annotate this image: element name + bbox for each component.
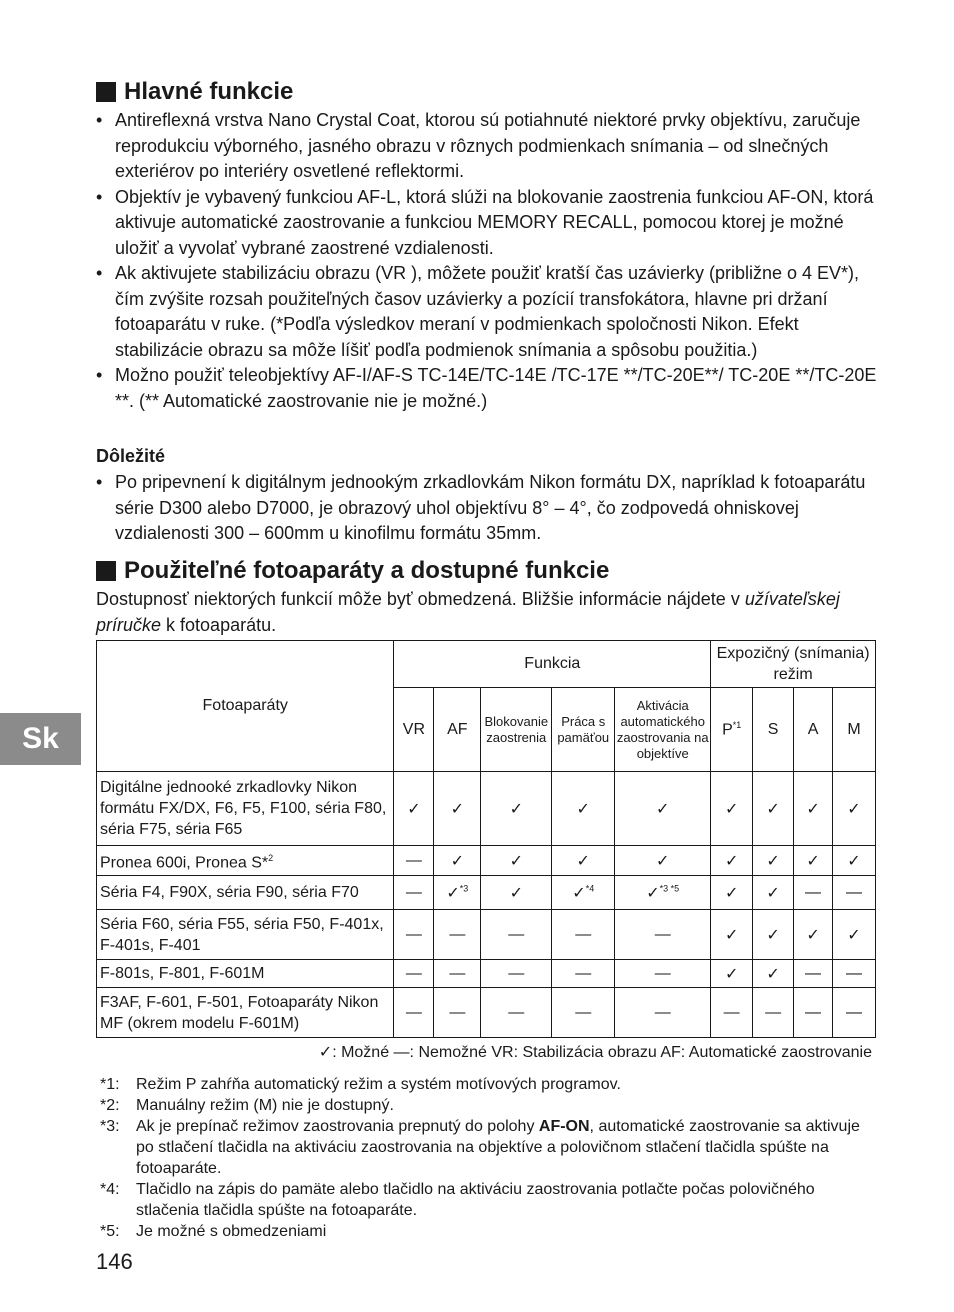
dash-icon: — xyxy=(394,988,434,1038)
important-heading: Dôležité xyxy=(96,446,166,466)
check-icon: ✓ xyxy=(711,772,753,846)
dash-icon: — xyxy=(794,988,833,1038)
dash-icon: — xyxy=(552,988,615,1038)
dash-icon: — xyxy=(552,960,615,988)
main-features-list xyxy=(96,108,886,414)
check-icon: ✓ xyxy=(833,772,876,846)
footnote: *5: Je možné s obmedzeniami xyxy=(100,1223,327,1240)
section-intro: Dostupnosť niektorých funkcií môže byť obmedzená. Bližšie informácie nájdete v užívateľskej príručke k fotoaparátu. xyxy=(96,589,840,635)
check-icon: ✓ xyxy=(794,772,833,846)
check-icon: ✓ xyxy=(753,960,794,988)
dash-icon: — xyxy=(552,910,615,960)
check-icon: ✓ xyxy=(753,876,794,910)
dash-icon: — xyxy=(481,910,552,960)
table-row xyxy=(97,876,876,910)
check-icon: ✓ xyxy=(481,772,552,846)
important-list xyxy=(96,470,886,547)
check-icon: ✓ xyxy=(711,910,753,960)
camera-name-cell: Séria F60, séria F55, séria F50, F-401x, F-401s, F-401 xyxy=(97,910,394,960)
list-item: • Po pripevnení k digitálnym jednookým zrkadlovkám Nikon formátu DX, napríklad k fotoaparátu série D300 alebo D7000, je obrazový uhol objektívu 8° – 4°, čo zodpovedá ohniskovej vzdialenosti 300 – 600mm u kinofilmu formátu 35mm. xyxy=(96,472,866,543)
table-row xyxy=(97,846,876,876)
dash-icon: — xyxy=(615,960,711,988)
list-item: • Objektív je vybavený funkciou AF-L, ktorá slúži na blokovanie zaostrenia funkciou AF-ON, ktorá aktivuje automatické zaostrovanie a funkciou MEMORY RECALL, pomocou ktorej je možné uložiť a vyvolať vybrané zaostrené vzdialenosti. xyxy=(96,186,874,258)
section-title: Použiteľné fotoaparáty a dostupné funkcie xyxy=(124,557,610,584)
table-row xyxy=(97,772,876,846)
check-icon: ✓ xyxy=(615,772,711,846)
dash-icon: — xyxy=(833,960,876,988)
section-title: Hlavné funkcie xyxy=(124,78,294,105)
dash-icon: — xyxy=(394,846,434,876)
col-af: AF xyxy=(434,688,481,772)
dash-icon: — xyxy=(434,910,481,960)
dash-icon: — xyxy=(481,988,552,1038)
col-s: S xyxy=(753,688,794,772)
square-bullet-icon xyxy=(96,82,116,102)
check-icon: ✓ xyxy=(833,846,876,876)
dash-icon: — xyxy=(434,960,481,988)
language-tab: Sk xyxy=(0,713,81,765)
footnotes xyxy=(100,1074,880,1242)
section-heading-compatible-cameras xyxy=(96,557,609,585)
dash-icon: — xyxy=(615,910,711,960)
manual-reference: užívateľskej príručke xyxy=(96,589,840,635)
check-icon: ✓$^{*3}$ xyxy=(434,876,481,910)
section-heading-main-features xyxy=(96,78,293,106)
camera-header: Fotoaparáty xyxy=(97,641,394,772)
square-bullet-icon xyxy=(96,561,116,581)
check-icon: ✓ xyxy=(833,910,876,960)
dash-icon: — xyxy=(481,960,552,988)
dash-icon: — xyxy=(615,988,711,1038)
dash-icon: — xyxy=(394,910,434,960)
check-icon: ✓ xyxy=(794,846,833,876)
check-icon: ✓ xyxy=(794,910,833,960)
dash-icon: — xyxy=(794,960,833,988)
col-p: $P^{*1}$ xyxy=(711,688,753,772)
table-row xyxy=(97,910,876,960)
dash-icon: — xyxy=(394,876,434,910)
check-icon: ✓ xyxy=(434,772,481,846)
col-vr: VR xyxy=(394,688,434,772)
exposure-group-header: Expozičný (snímania) režim xyxy=(711,641,876,688)
table-legend: ✓: Možné —: Nemožné VR: Stabilizácia obrazu AF: Automatické zaostrovanie xyxy=(318,1044,872,1061)
dash-icon: — xyxy=(753,988,794,1038)
check-icon: ✓ xyxy=(753,846,794,876)
check-icon: ✓ xyxy=(434,846,481,876)
compatibility-table xyxy=(96,640,876,1038)
footnote: *2: Manuálny režim (M) nie je dostupný. xyxy=(100,1097,394,1114)
check-icon: ✓ xyxy=(711,876,753,910)
dash-icon: — xyxy=(833,876,876,910)
footnote: *1: Režim P zahŕňa automatický režim a systém motívových programov. xyxy=(100,1076,621,1093)
camera-name-cell: Séria F4, F90X, séria F90, séria F70 xyxy=(97,876,394,910)
check-icon: ✓$^{*3 *5}$ xyxy=(615,876,711,910)
col-memory: Práca s pamäťou xyxy=(552,688,615,772)
check-icon: ✓ xyxy=(481,846,552,876)
list-item: • Antireflexná vrstva Nano Crystal Coat, ktorou sú potiahnuté niektoré prvky objektívu, zaručuje reprodukciu výborného, jasného obrazu v rôznych podmienkach snímania – od slnečných exteriérov po interiéry osvetlené reflektormi. xyxy=(96,110,861,181)
check-icon: ✓ xyxy=(481,876,552,910)
col-focus-lock: Blokovanie zaostrenia xyxy=(481,688,552,772)
function-group-header: Funkcia xyxy=(394,641,711,688)
check-icon: ✓ xyxy=(552,772,615,846)
dash-icon: — xyxy=(794,876,833,910)
table-row xyxy=(97,960,876,988)
check-icon: ✓ xyxy=(394,772,434,846)
check-icon: ✓$^{*4}$ xyxy=(552,876,615,910)
camera-name-cell: Pronea 600i, Pronea S*$^2$ xyxy=(97,846,394,876)
list-item: • Možno použiť teleobjektívy AF-I/AF-S TC-14E/TC-14E /TC-17E **/TC-20E**/ TC-20E **/TC-20E **. (** Automatické zaostrovanie nie je možné.) xyxy=(96,365,877,411)
check-icon: ✓ xyxy=(552,846,615,876)
camera-name-cell: F-801s, F-801, F-601M xyxy=(97,960,394,988)
col-af-on: Aktivácia automatického zaostrovania na objektíve xyxy=(615,688,711,772)
check-icon: ✓ xyxy=(753,910,794,960)
check-icon: ✓ xyxy=(711,960,753,988)
dash-icon: — xyxy=(394,960,434,988)
dash-icon: — xyxy=(434,988,481,1038)
dash-icon: — xyxy=(711,988,753,1038)
footnote: *4: Tlačidlo na zápis do pamäte alebo tlačidlo na aktiváciu zaostrovania potlačte počas polovičného stlačenia tlačidla spúšte na fotoaparáte. xyxy=(100,1181,815,1219)
col-m: M xyxy=(833,688,876,772)
col-a: A xyxy=(794,688,833,772)
camera-name-cell: F3AF, F-601, F-501, Fotoaparáty Nikon MF (okrem modelu F-601M) xyxy=(97,988,394,1038)
dash-icon: — xyxy=(833,988,876,1038)
check-icon: ✓ xyxy=(711,846,753,876)
camera-name-cell: Digitálne jednooké zrkadlovky Nikon formátu FX/DX, F6, F5, F100, séria F80, séria F75, séria F65 xyxy=(97,772,394,846)
footnote: *3: Ak je prepínač režimov zaostrovania prepnutý do polohy AF-ON, automatické zaostrovanie sa aktivuje po stlačení tlačidla na aktiváciu zaostrovania na objektíve a polovičnom stlačení tlačidla spúšte na fotoaparáte. xyxy=(100,1118,860,1177)
check-icon: ✓ xyxy=(753,772,794,846)
list-item: • Ak aktivujete stabilizáciu obrazu (VR ), môžete použiť kratší čas uzávierky (približne o 4 EV*), čím zvýšite rozsah použiteľných časov uzávierky a pozícií transfokátora, hlavne pri držaní fotoaparátu v ruke. (*Podľa výsledkov meraní v podmienkach spoločnosti Nikon. Efekt stabilizácie obrazu sa môže líšiť podľa podmienok snímania a spôsobu použitia.) xyxy=(96,263,860,360)
page-number: 146 xyxy=(96,1249,133,1274)
table-body xyxy=(97,772,876,1038)
table-row xyxy=(97,988,876,1038)
check-icon: ✓ xyxy=(615,846,711,876)
